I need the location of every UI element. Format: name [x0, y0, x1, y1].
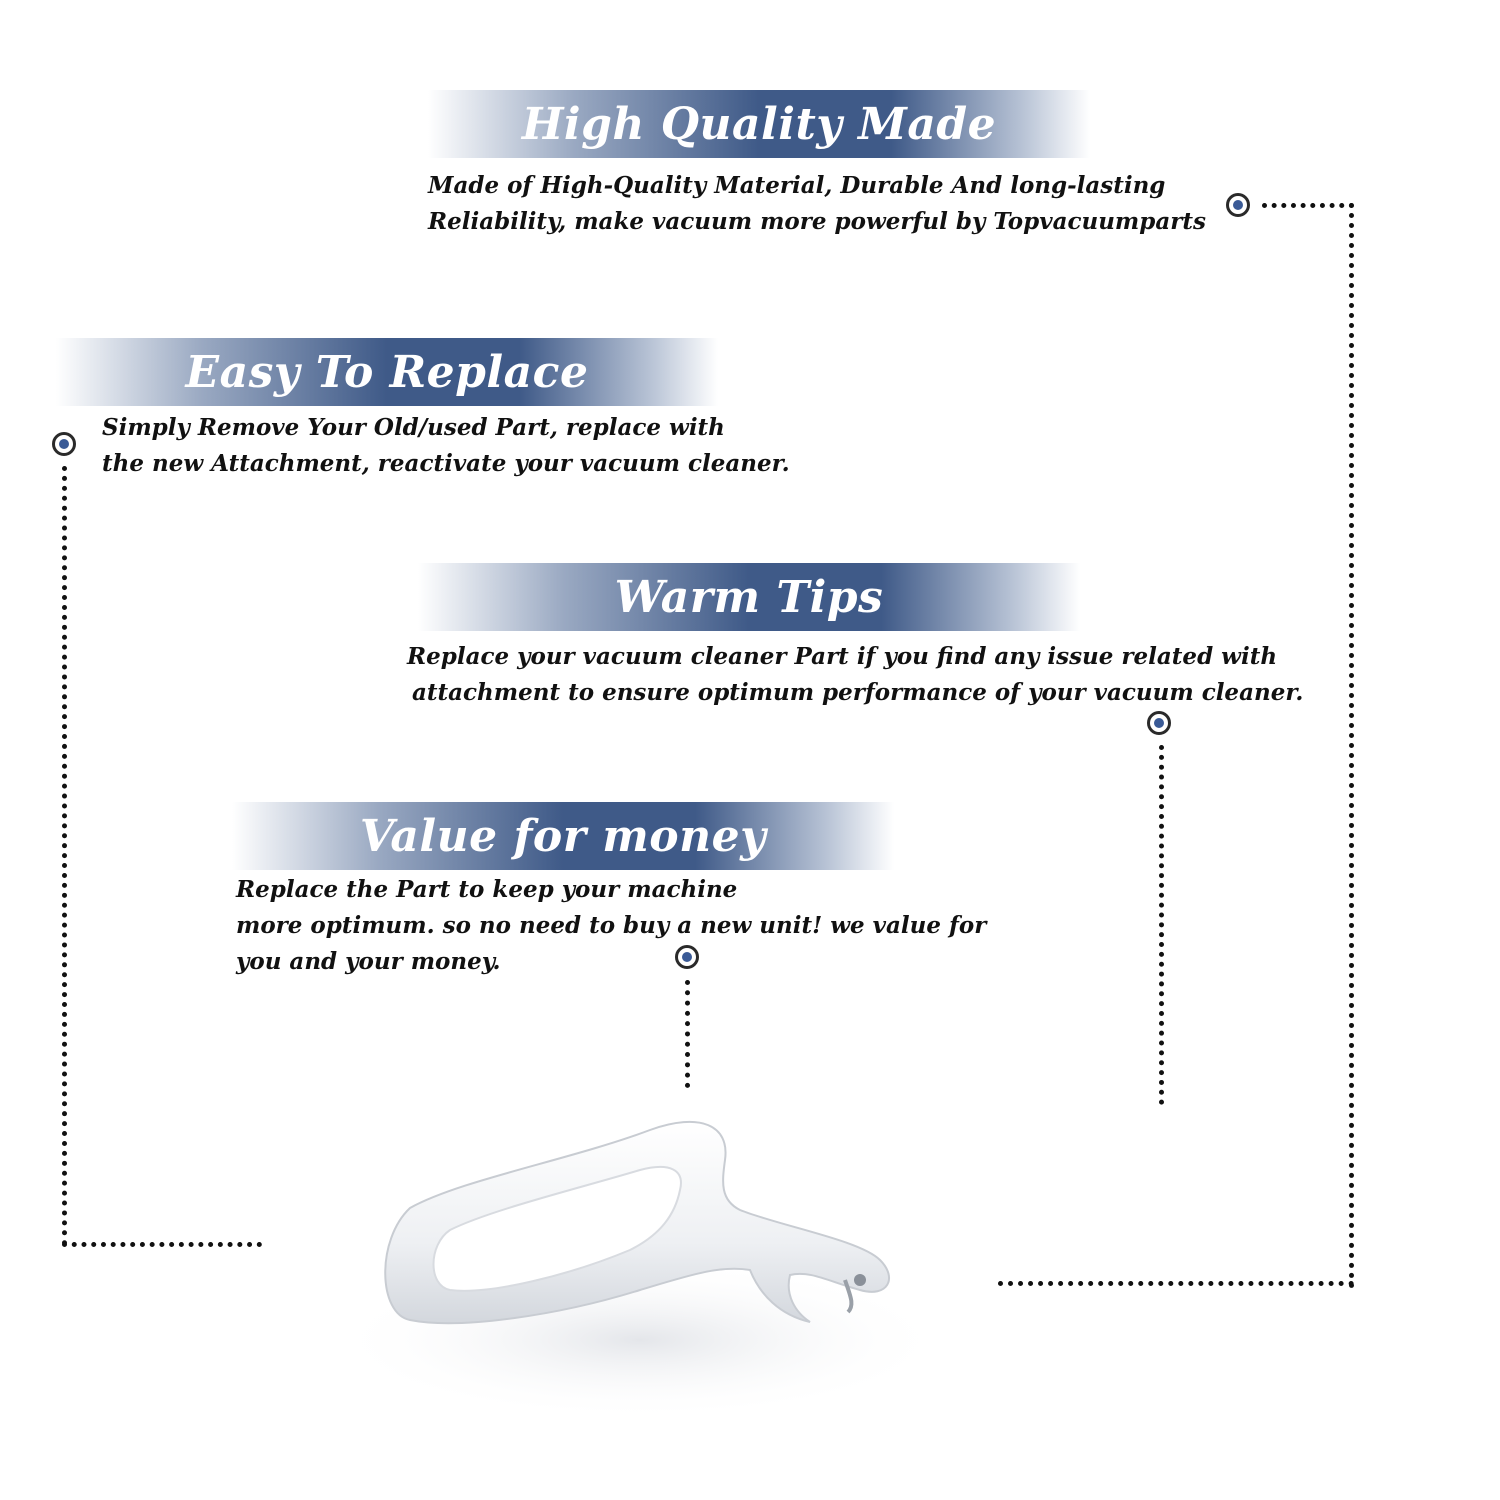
- target-bullet-icon: [1147, 711, 1171, 735]
- dotted-connector: [685, 980, 695, 1088]
- feature-desc-line: you and your money.: [236, 948, 501, 975]
- vacuum-handle-part-image: [340, 1090, 960, 1430]
- dotted-connector: [1349, 203, 1359, 1289]
- dotted-connector: [1262, 203, 1354, 213]
- dotted-connector: [1159, 745, 1169, 1105]
- feature-desc-line: attachment to ensure optimum performance of your vacuum cleaner.: [412, 679, 1304, 706]
- feature-title-warm-tips: Warm Tips: [614, 571, 884, 623]
- banner-high-quality: [428, 90, 1090, 158]
- dotted-connector: [62, 466, 72, 1246]
- feature-title-high-quality: High Quality Made: [521, 98, 997, 150]
- dotted-connector: [62, 1242, 262, 1252]
- feature-desc-line: Made of High-Quality Material, Durable And long-lasting: [428, 172, 1166, 199]
- feature-desc-line: Simply Remove Your Old/used Part, replace with: [102, 414, 725, 441]
- target-bullet-icon: [1226, 193, 1250, 217]
- feature-title-easy-replace: Easy To Replace: [185, 346, 589, 398]
- feature-desc-easy-replace: [102, 410, 790, 482]
- target-bullet-icon: [52, 432, 76, 456]
- feature-desc-high-quality: [428, 168, 1206, 240]
- feature-title-value-money: Value for money: [359, 810, 767, 862]
- banner-easy-replace: [56, 338, 718, 406]
- banner-warm-tips: [418, 563, 1080, 631]
- feature-desc-line: Reliability, make vacuum more powerful by Topvacuumparts: [428, 208, 1206, 235]
- feature-desc-line: more optimum. so no need to buy a new unit! we value for: [236, 912, 987, 939]
- feature-desc-line: Replace the Part to keep your machine: [236, 876, 738, 903]
- banner-value-money: [232, 802, 894, 870]
- feature-desc-warm-tips: [407, 639, 1303, 711]
- dotted-connector: [998, 1281, 1354, 1291]
- target-bullet-icon: [675, 945, 699, 969]
- feature-desc-line: Replace your vacuum cleaner Part if you find any issue related with: [407, 643, 1278, 670]
- feature-desc-value-money: [236, 872, 986, 980]
- feature-desc-line: the new Attachment, reactivate your vacuum cleaner.: [102, 450, 790, 477]
